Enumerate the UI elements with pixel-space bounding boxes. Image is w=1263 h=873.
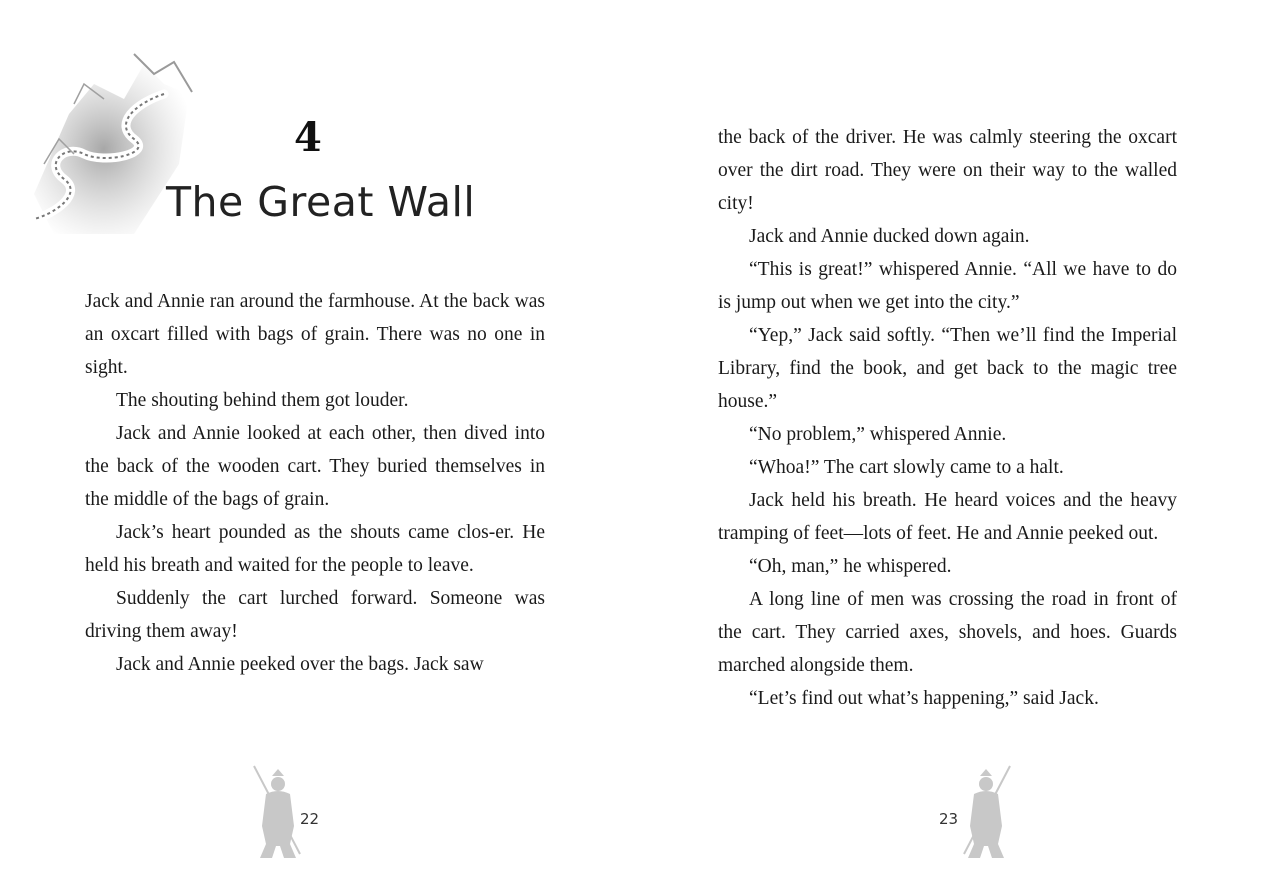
paragraph: the back of the driver. He was calmly steering the oxcart over the dirt road. They were on their way to the walled city! (718, 127, 1177, 214)
paragraph: Suddenly the cart lurched forward. Someone was driving them away! (85, 588, 545, 642)
paragraph: Jack’s heart pounded as the shouts came clos-er. He held his breath and waited for the people to leave. (85, 522, 545, 576)
paragraph: Jack and Annie peeked over the bags. Jack saw (116, 654, 484, 675)
paragraph: Jack and Annie ducked down again. (749, 226, 1030, 247)
chapter-title: The Great Wall (166, 178, 476, 226)
paragraph: “Yep,” Jack said softly. “Then we’ll find the Imperial Library, find the book, and get back to the magic tree house.” (718, 325, 1177, 412)
paragraph: “This is great!” whispered Annie. “All we have to do is jump out when we get into the city.” (718, 259, 1177, 313)
paragraph: Jack held his breath. He heard voices and the heavy tramping of feet—lots of feet. He and Annie peeked out. (718, 490, 1177, 544)
paragraph: “Whoa!” The cart slowly came to a halt. (749, 457, 1064, 478)
paragraph: Jack and Annie ran around the farmhouse. At the back was an oxcart filled with bags of grain. There was no one in sight. (85, 291, 545, 378)
paragraph: “No problem,” whispered Annie. (749, 424, 1007, 445)
paragraph: “Let’s find out what’s happening,” said Jack. (749, 688, 1099, 709)
right-page (632, 0, 1263, 873)
paragraph: Jack and Annie looked at each other, then dived into the back of the wooden cart. They buried themselves in the middle of the bags of grain. (85, 423, 545, 510)
chapter-number: 4 (294, 114, 322, 161)
paragraph: “Oh, man,” he whispered. (749, 556, 952, 577)
soldier-silhouette-icon (250, 764, 306, 860)
right-page-text (718, 121, 1177, 715)
paragraph: A long line of men was crossing the road in front of the cart. They carried axes, shovels, and hoes. Guards marched alongside them. (718, 589, 1177, 676)
soldier-silhouette-icon (958, 764, 1014, 860)
page-number: 22 (300, 810, 320, 828)
paragraph: The shouting behind them got louder. (116, 390, 409, 411)
page-number: 23 (939, 810, 959, 828)
left-page-text (85, 285, 545, 681)
